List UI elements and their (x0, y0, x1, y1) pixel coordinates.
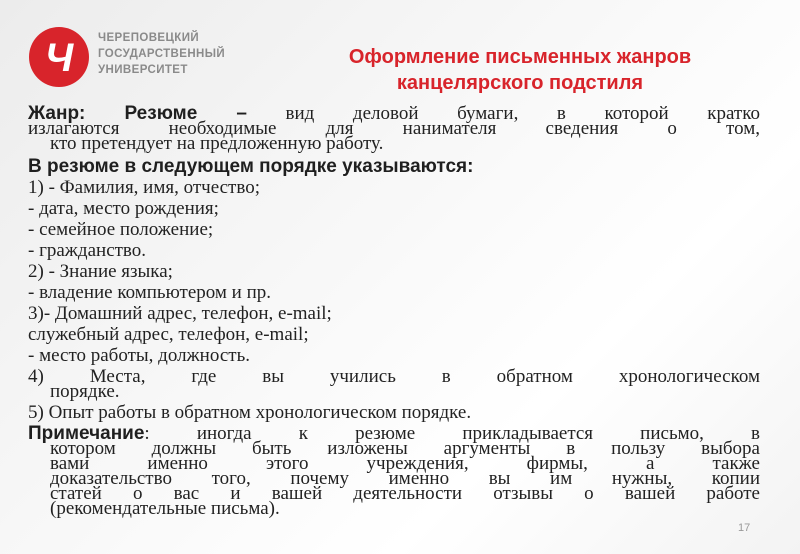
list-item: 1) - Фамилия, имя, отчество; (28, 177, 260, 198)
university-name-line: УНИВЕРСИТЕТ (98, 64, 188, 76)
list-item: - семейное положение; (28, 219, 214, 240)
university-name (98, 30, 225, 78)
note-line: (рекомендательные письма). (50, 498, 280, 519)
university-logo (28, 26, 90, 88)
university-name-line: ГОСУДАРСТВЕННЫЙ (98, 48, 226, 60)
list-item-continuation: порядке. (50, 381, 120, 402)
note-label: Примечание (28, 423, 145, 444)
list-item: 5) Опыт работы в обратном хронологическом порядке. (28, 402, 472, 423)
note-line: статей о вас и вашей деятельности отзывы о вашей работе (50, 483, 760, 504)
note-line: котором должны быть изложены аргументы в пользу выбора (50, 438, 760, 459)
note-line: доказательство того, почему именно вы им нужны, копии (50, 468, 760, 489)
genre-definition-text: вид деловой бумаги, в которой кратко (246, 103, 760, 124)
list-item: 3)- Домашний адрес, телефон, e-mail; (28, 303, 332, 324)
university-name-line: ЧЕРЕПОВЕЦКИЙ (98, 32, 200, 44)
list-item: - место работы, должность. (28, 345, 250, 366)
list-item: служебный адрес, телефон, e-mail; (28, 324, 309, 345)
page-number: 17 (738, 522, 751, 534)
genre-definition-line: кто претендует на предложенную работу. (50, 133, 384, 154)
list-item: 2) - Знание языка; (28, 261, 173, 282)
list-item: - владение компьютером и пр. (28, 282, 272, 303)
list-item: 4) Места, где вы учились в обратном хронологическом (28, 366, 760, 387)
slide-title (240, 44, 800, 96)
slide-title-line: Оформление письменных жанров (348, 46, 692, 68)
genre-definition-line: излагаются необходимые для нанимателя сведения о том, (28, 118, 760, 139)
logo-letter: Ч (44, 36, 74, 80)
genre-label: Жанр: Резюме – (28, 103, 247, 124)
note-line: вами именно этого учреждения, фирмы, а также (50, 453, 760, 474)
list-item: - гражданство. (28, 240, 147, 261)
slide-title-line: канцелярского подстиля (396, 72, 644, 94)
list-item: - дата, место рождения; (28, 198, 219, 219)
note-text: : иногда к резюме прикладывается письмо, в (144, 423, 760, 444)
order-heading: В резюме в следующем порядке указываются: (28, 156, 474, 177)
